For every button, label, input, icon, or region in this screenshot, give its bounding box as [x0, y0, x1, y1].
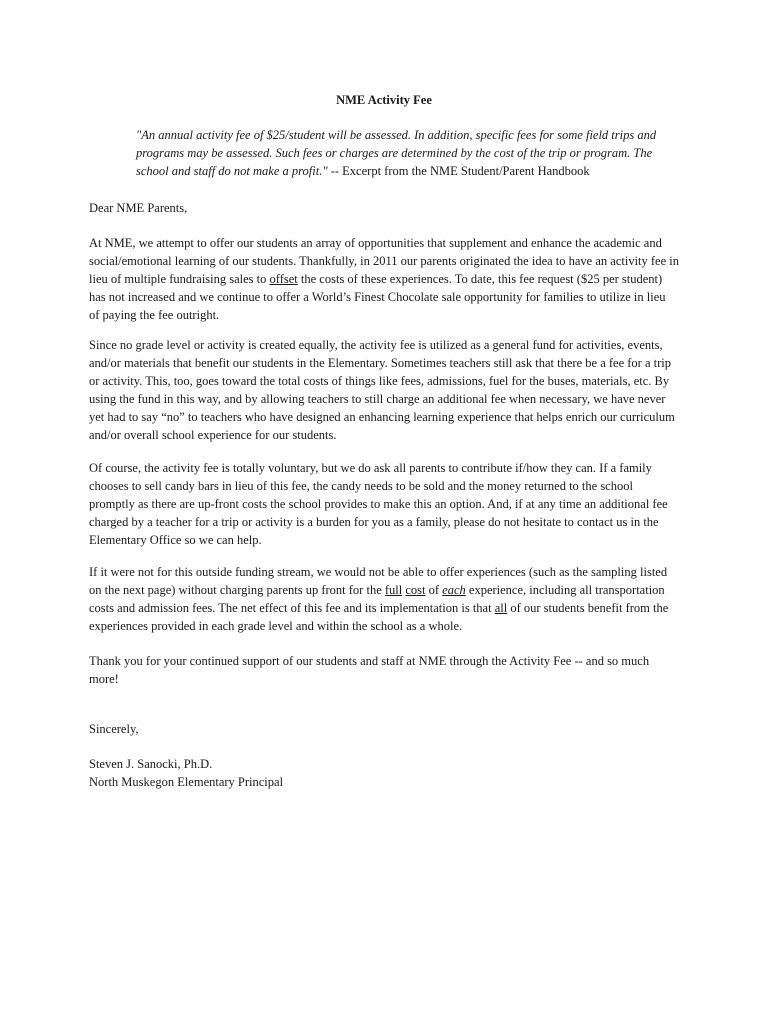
paragraph-text: of [425, 583, 443, 597]
paragraph-text: experience, including all transportation costs and admission fees. The net effect of this fee and its implementation is that [89, 583, 665, 615]
paragraph-general-fund: Since no grade level or activity is created equally, the activity fee is utilized as a general fund for activities, events, and/or materials that benefit our students in the Elementary. Sometimes teachers still ask that there be a fee for a trip or activity. This, too, goes toward the total costs of things like fees, admissions, fuel for the buses, materials, etc. By using the fund in this way, and by allowing teachers to still charge an additional fee when necessary, we have never yet had to say “no” to teachers who have designed an enhancing learning experience that helps enrich our curriculum and/or overall school experience for our students. [89, 338, 675, 442]
paragraph-voluntary: Of course, the activity fee is totally voluntary, but we do ask all parents to contribute if/how they can. If a family chooses to sell candy bars in lieu of this fee, the candy needs to be sold and the money returned to the school promptly as there are up-front costs the school provides to make this an option. And, if at any time an additional fee charged by a teacher for a trip or activity is a burden for you as a family, please do not hesitate to contact us in the Elementary Office so we can help. [89, 461, 668, 547]
paragraph-funding-stream [89, 563, 679, 635]
closing: Sincerely, [89, 722, 139, 736]
paragraph-thanks: Thank you for your continued support of our students and staff at NME through the Activity Fee -- and so much more! [89, 654, 650, 686]
paragraph-text: of our students benefit from the experiences provided in each grade level and within the school as a whole. [89, 601, 669, 633]
underlined-word: cost [405, 583, 426, 597]
signer-title: North Muskegon Elementary Principal [89, 775, 284, 789]
underlined-word: offset [269, 272, 298, 286]
quote-text: "An annual activity fee of $25/student will be assessed. In addition, specific fees for some field trips and programs may be assessed. Such fees or charges are determined by the cost of the trip or program. The school and staff do not make a profit." [136, 128, 657, 178]
handbook-quote [136, 126, 676, 180]
underlined-word: all [494, 601, 508, 615]
paragraph-text: If it were not for this outside funding stream, we would not be able to offer experiences (such as the sampling listed on the next page) without charging parents up front for the [89, 565, 668, 597]
emphasized-word: each [442, 583, 466, 597]
letter-title: NME Activity Fee [336, 93, 432, 107]
quote-attribution: -- Excerpt from the NME Student/Parent Handbook [327, 164, 590, 178]
paragraph-text: At NME, we attempt to offer our students an array of opportunities that supplement and enhance the academic and social/emotional learning of our students. Thankfully, in 2011 our parents originated the idea to have an activity fee in lieu of multiple fundraising sales to [89, 236, 679, 286]
signer-name: Steven J. Sanocki, Ph.D. [89, 757, 213, 771]
paragraph-text: the costs of these experiences. To date, this fee request ($25 per student) has not increased and we continue to offer a World’s Finest Chocolate sale opportunity for families to utilize in lieu of paying the fee outright. [89, 272, 666, 322]
underlined-word [442, 583, 466, 597]
underlined-word: full [384, 583, 403, 597]
paragraph-intro [89, 234, 679, 324]
salutation: Dear NME Parents, [89, 201, 188, 215]
